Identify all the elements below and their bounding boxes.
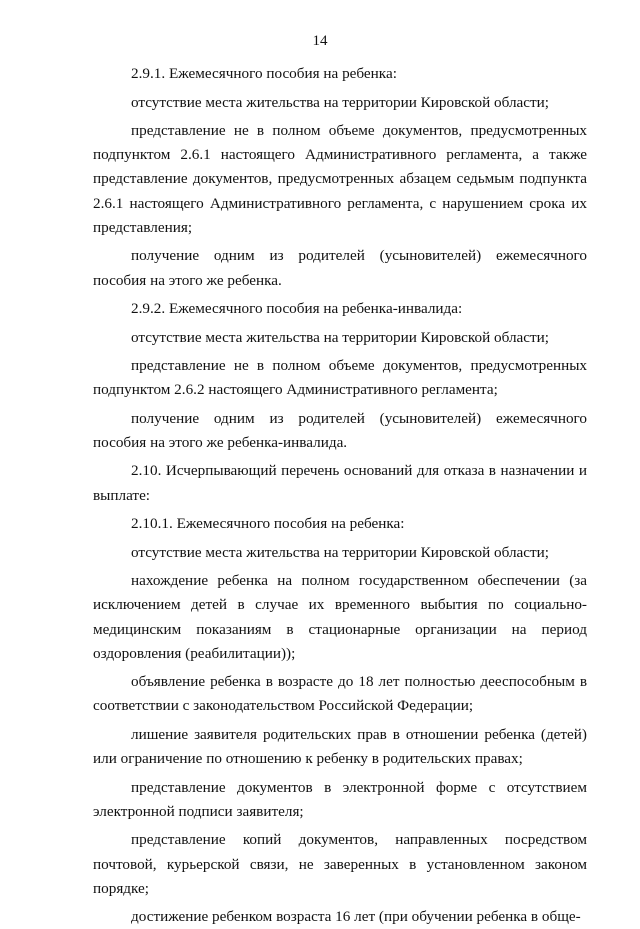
paragraph: лишение заявителя родительских прав в отношении ребенка (детей) или ограничение по отношению к ребенку в родительских правах;	[93, 725, 587, 768]
paragraph: получение одним из родителей (усыновителей) ежемесячного пособия на этого же ребенка.	[93, 247, 587, 289]
paragraph: представление документов в электронной форме с отсутствием электронной подписи заявителя;	[93, 778, 587, 820]
paragraph: отсутствие места жительства на территории Кировской области;	[131, 93, 550, 111]
subsection-heading-2-10-1: 2.10.1. Ежемесячного пособия на ребенка:	[131, 515, 405, 533]
paragraph: нахождение ребенка на полном государственном обеспечении (за исключением детей в случае их временного выбытия по социально-медицинским показаниям в стационарные организации на период оздоровления (реабилитации));	[93, 572, 587, 662]
subsection-heading-2-9-1: 2.9.1. Ежемесячного пособия на ребенка:	[131, 65, 397, 82]
paragraph: представление не в полном объеме документов, предусмотренных подпунктом 2.6.1 настоящего Административного регламента, а также представление документов, предусмотренных абзацем седьмым подпункта 2.6.1 настоящего Административного регламента, с нарушением срока их представления;	[93, 122, 587, 236]
subsection-heading-2-9-2: 2.9.2. Ежемесячного пособия на ребенка-инвалида:	[131, 300, 463, 318]
section-heading-2-10: 2.10. Исчерпывающий перечень оснований для отказа в назначении и выплате:	[93, 462, 587, 504]
page-number: 14	[312, 33, 328, 49]
paragraph: отсутствие места жительства на территории Кировской области;	[131, 543, 550, 561]
paragraph: достижение ребенком возраста 16 лет (при обучении ребенка в обще-	[131, 908, 581, 926]
paragraph: объявление ребенка в возрасте до 18 лет полностью дееспособным в соответствии с законодательством Российской Федерации;	[93, 673, 587, 715]
paragraph: получение одним из родителей (усыновителей) ежемесячного пособия на этого же ребенка-инвалида.	[93, 409, 587, 451]
paragraph: представление копий документов, направленных посредством почтовой, курьерской связи, не заверенных в установленном законом порядке;	[93, 831, 587, 897]
document-body	[93, 62, 587, 929]
paragraph: отсутствие места жительства на территории Кировской области;	[131, 328, 550, 346]
paragraph: представление не в полном объеме документов, предусмотренных подпунктом 2.6.2 настоящего Административного регламента;	[93, 357, 587, 399]
